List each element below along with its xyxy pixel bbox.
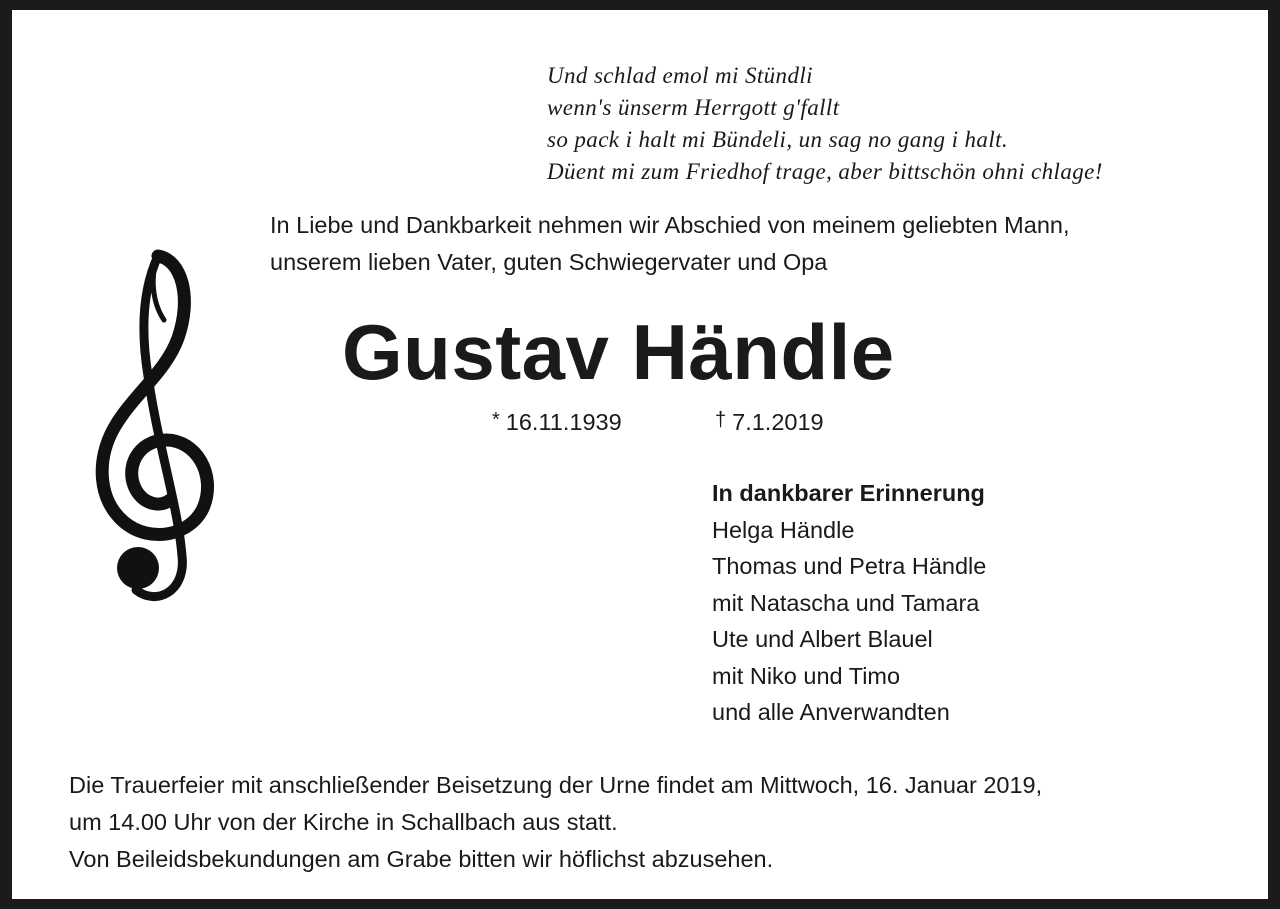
poem-line: Und schlad emol mi Stündli: [547, 63, 813, 88]
notice-line: um 14.00 Uhr von der Kirche in Schallbach aus statt.: [69, 809, 618, 835]
notice-line: Die Trauerfeier mit anschließender Beisetzung der Urne findet am Mittwoch, 16. Januar 2019,: [69, 772, 1043, 798]
birth-date-value: 16.11.1939: [505, 409, 622, 435]
family-member: Thomas und Petra Händle: [712, 553, 987, 579]
cross-icon: †: [715, 409, 727, 431]
intro-text: [270, 207, 1069, 281]
poem-line: so pack i halt mi Bündeli, un sag no gang i halt.: [547, 127, 1009, 152]
death-date-value: 7.1.2019: [732, 409, 824, 435]
death-date: [715, 404, 824, 438]
family-heading: In dankbarer Erinnerung: [712, 480, 985, 506]
family-member: mit Niko und Timo: [712, 662, 901, 689]
birth-date: [492, 404, 622, 438]
deceased-name: Gustav Händle: [342, 308, 895, 396]
poem: [547, 60, 1103, 188]
family-member: Ute und Albert Blauel: [712, 626, 933, 652]
poem-line: Düent mi zum Friedhof trage, aber bittschön ohni chlage!: [547, 159, 1103, 184]
family-list: [712, 475, 986, 731]
poem-line: wenn's ünserm Herrgott g'fallt: [547, 95, 840, 120]
funeral-notice: [69, 767, 1042, 878]
family-member: Helga Händle: [712, 516, 855, 543]
notice-line: Von Beileidsbekundungen am Grabe bitten wir höflichst abzusehen.: [69, 846, 774, 872]
birth-symbol: *: [492, 409, 500, 431]
family-member: und alle Anverwandten: [712, 699, 950, 725]
intro-line: unserem lieben Vater, guten Schwiegervater und Opa: [270, 249, 828, 275]
intro-line: In Liebe und Dankbarkeit nehmen wir Abschied von meinem geliebten Mann,: [270, 212, 1070, 238]
treble-clef-icon: [74, 246, 234, 606]
family-member: mit Natascha und Tamara: [712, 589, 980, 616]
